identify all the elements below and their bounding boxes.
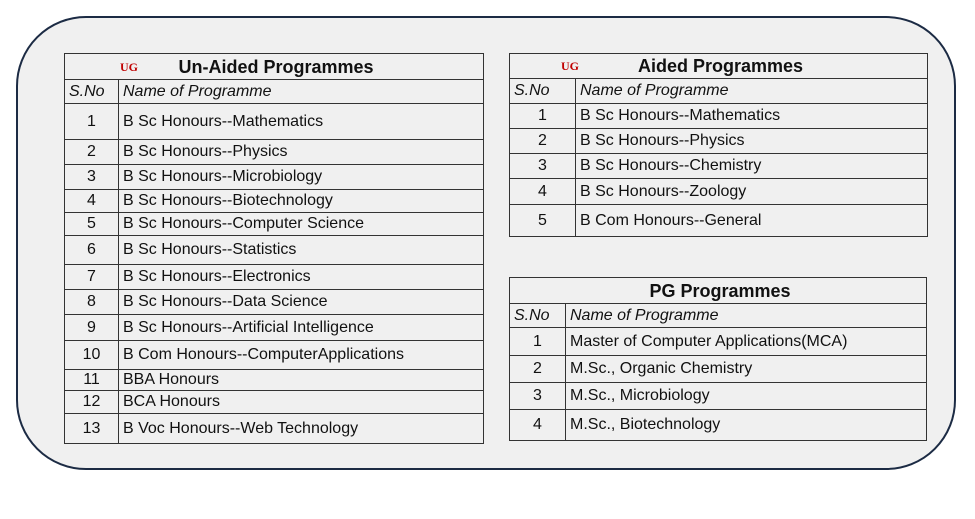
row-programme-name: B Sc Honours--Statistics — [119, 236, 484, 265]
row-programme-name: M.Sc., Organic Chemistry — [566, 356, 927, 383]
table-row — [510, 205, 928, 237]
aided-table — [509, 53, 928, 237]
row-programme-name: B Sc Honours--Chemistry — [576, 154, 928, 179]
table-row — [510, 129, 928, 154]
table-row — [65, 414, 484, 444]
unaided-table — [64, 53, 484, 444]
row-programme-name: B Sc Honours--Computer Science — [119, 213, 484, 236]
table-row — [65, 315, 484, 341]
row-programme-name: B Sc Honours--Microbiology — [119, 165, 484, 190]
row-programme-name: B Sc Honours--Physics — [119, 140, 484, 165]
col-sno-header: S.No — [510, 79, 576, 104]
row-programme-name: B Com Honours--General — [576, 205, 928, 237]
table-row — [65, 391, 484, 414]
row-programme-name: B Sc Honours--Biotechnology — [119, 190, 484, 213]
row-programme-name: B Sc Honours--Electronics — [119, 265, 484, 290]
col-sno-header: S.No — [510, 304, 566, 328]
row-sno: 3 — [510, 383, 566, 410]
aided-title: Aided Programmes — [637, 56, 804, 76]
row-programme-name: B Sc Honours--Data Science — [119, 290, 484, 315]
pg-title: PG Programmes — [649, 280, 791, 301]
row-programme-name: B Sc Honours--Physics — [576, 129, 928, 154]
row-sno: 4 — [65, 190, 119, 213]
table-row — [510, 356, 927, 383]
row-programme-name: B Com Honours--ComputerApplications — [119, 341, 484, 370]
row-sno: 2 — [65, 140, 119, 165]
table-row — [510, 154, 928, 179]
col-name-header: Name of Programme — [566, 304, 927, 328]
table-row — [510, 104, 928, 129]
ug-badge: UG — [120, 60, 138, 74]
row-sno: 4 — [510, 179, 576, 205]
table-row — [65, 165, 484, 190]
row-sno: 1 — [510, 104, 576, 129]
table-row — [65, 290, 484, 315]
row-sno: 10 — [65, 341, 119, 370]
table-row — [65, 265, 484, 290]
row-sno: 1 — [510, 328, 566, 356]
table-row — [65, 190, 484, 213]
unaided-title: Un-Aided Programmes — [178, 56, 374, 77]
row-sno: 11 — [65, 370, 119, 391]
row-sno: 5 — [65, 213, 119, 236]
row-programme-name: BCA Honours — [119, 391, 484, 414]
row-sno: 1 — [65, 104, 119, 140]
table-row — [65, 370, 484, 391]
aided-title-cell — [510, 54, 928, 79]
row-programme-name: M.Sc., Biotechnology — [566, 410, 927, 441]
row-programme-name: B Voc Honours--Web Technology — [119, 414, 484, 444]
pg-table — [509, 277, 927, 441]
table-row — [65, 104, 484, 140]
row-sno: 3 — [510, 154, 576, 179]
row-programme-name: B Sc Honours--Mathematics — [119, 104, 484, 140]
table-row — [510, 179, 928, 205]
row-sno: 2 — [510, 129, 576, 154]
row-programme-name: M.Sc., Microbiology — [566, 383, 927, 410]
row-sno: 7 — [65, 265, 119, 290]
table-row — [65, 341, 484, 370]
col-name-header: Name of Programme — [119, 80, 484, 104]
row-programme-name: Master of Computer Applications(MCA) — [566, 328, 927, 356]
row-sno: 12 — [65, 391, 119, 414]
row-sno: 13 — [65, 414, 119, 444]
col-name-header: Name of Programme — [576, 79, 928, 104]
pg-title-cell — [510, 278, 927, 304]
col-sno-header: S.No — [65, 80, 119, 104]
row-programme-name: B Sc Honours--Zoology — [576, 179, 928, 205]
ug-badge: UG — [561, 59, 579, 73]
row-sno: 6 — [65, 236, 119, 265]
row-sno: 8 — [65, 290, 119, 315]
row-programme-name: B Sc Honours--Mathematics — [576, 104, 928, 129]
row-programme-name: B Sc Honours--Artificial Intelligence — [119, 315, 484, 341]
row-sno: 3 — [65, 165, 119, 190]
row-sno: 9 — [65, 315, 119, 341]
table-row — [65, 140, 484, 165]
row-sno: 4 — [510, 410, 566, 441]
row-sno: 2 — [510, 356, 566, 383]
table-row — [65, 236, 484, 265]
row-programme-name: BBA Honours — [119, 370, 484, 391]
table-row — [510, 383, 927, 410]
row-sno: 5 — [510, 205, 576, 237]
unaided-title-cell — [65, 54, 484, 80]
table-row — [65, 213, 484, 236]
table-row — [510, 328, 927, 356]
table-row — [510, 410, 927, 441]
